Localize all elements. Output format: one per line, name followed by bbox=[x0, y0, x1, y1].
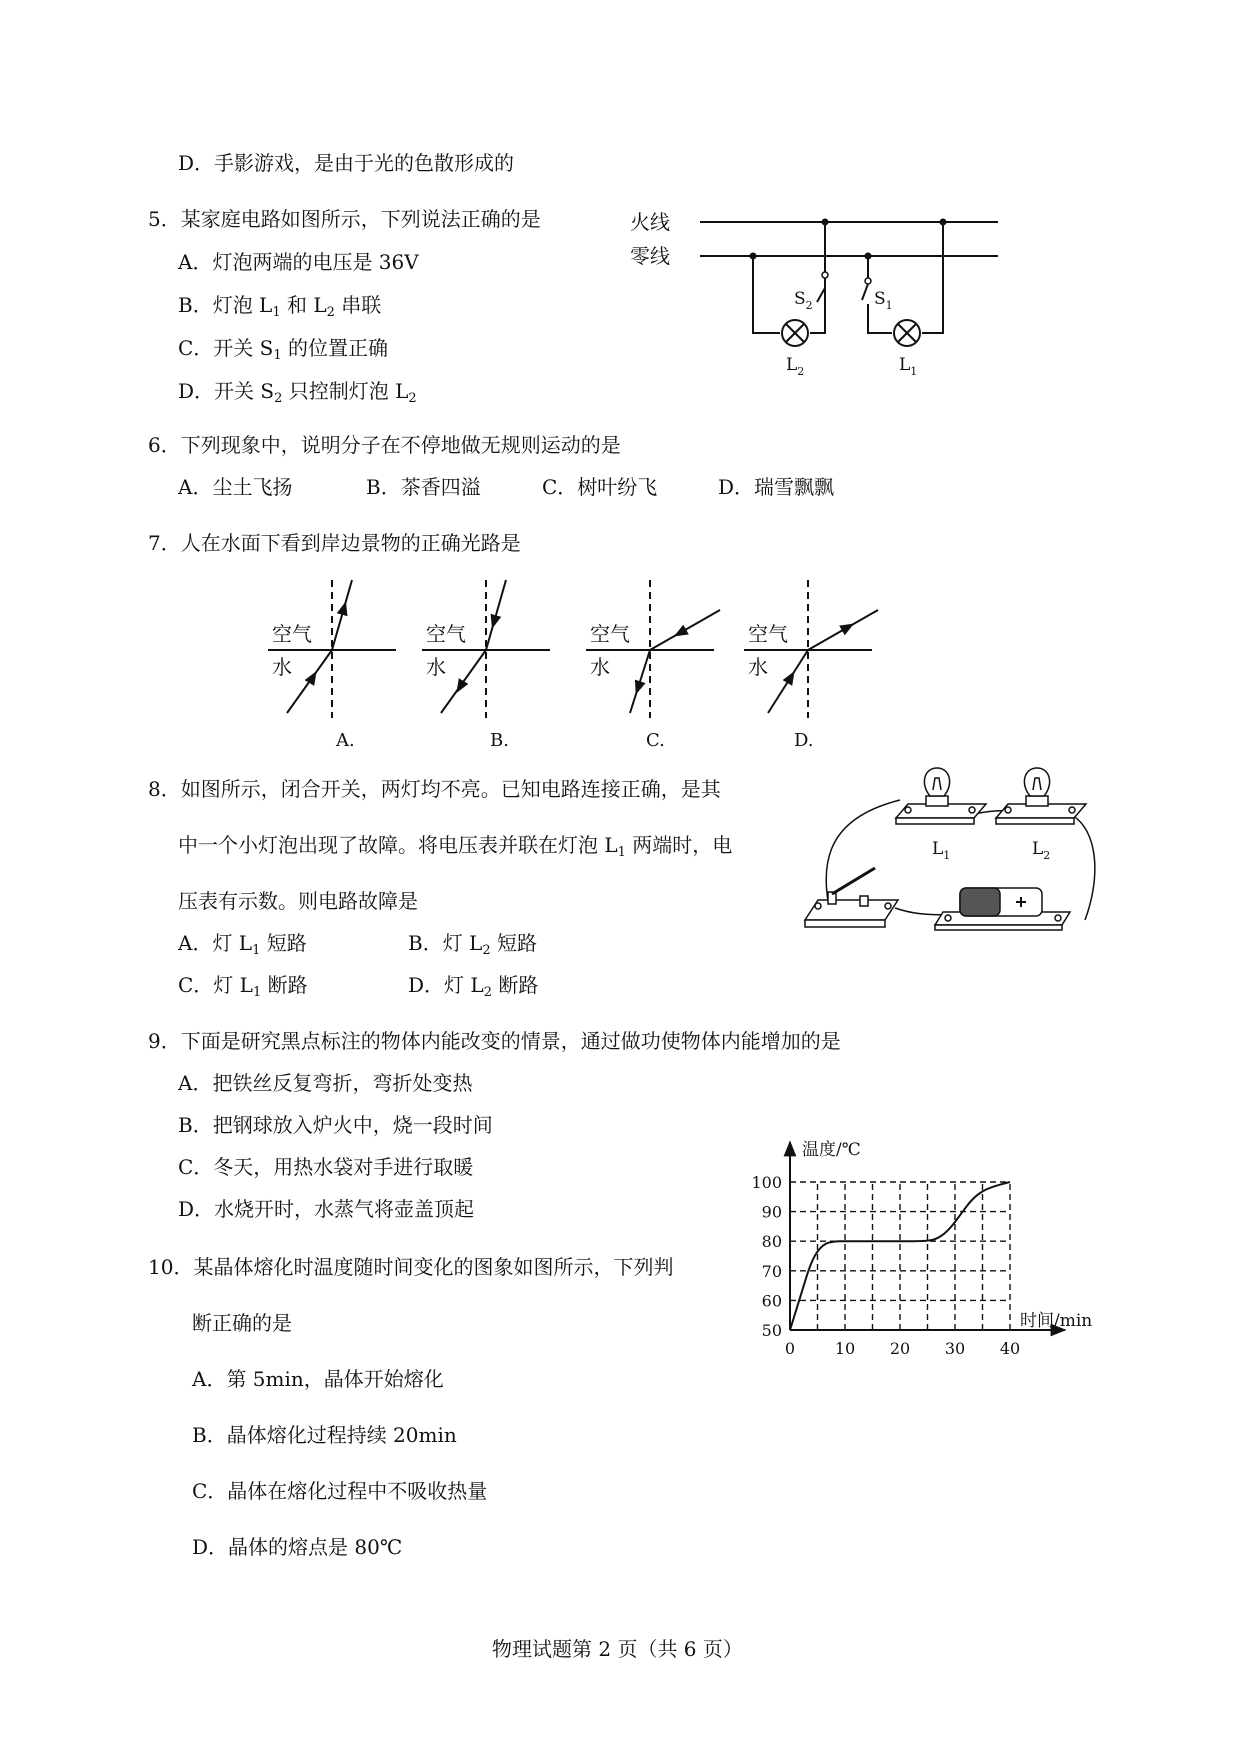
q9-option-b: B．把钢球放入炉火中，烧一段时间 bbox=[178, 1113, 493, 1137]
q8-option-a: A．灯 $L_1$ 短路 bbox=[178, 931, 307, 958]
bulb-circuit-diagram bbox=[800, 770, 1100, 930]
l2-label: $L_2$ bbox=[1032, 839, 1051, 862]
q8-option-b: B．灯 $L_2$ 短路 bbox=[408, 931, 537, 958]
page-footer: 物理试题第 2 页（共 6 页） bbox=[492, 1637, 743, 1661]
y-tick-label: 50 bbox=[761, 1321, 782, 1340]
diagram-label-c: C. bbox=[646, 730, 665, 751]
chart-y-axis-label: 温度/℃ bbox=[802, 1140, 861, 1160]
x-tick-label: 30 bbox=[944, 1339, 966, 1358]
q4-option-d: D．手影游戏，是由于光的色散形成的 bbox=[178, 151, 515, 175]
q6-option-c: C．树叶纷飞 bbox=[542, 475, 658, 499]
q5-option-b: B．灯泡 $L_1$ 和 $L_2$ 串联 bbox=[178, 293, 382, 320]
q10-stem-line1: 10．某晶体熔化时温度随时间变化的图象如图所示，下列判 bbox=[148, 1255, 674, 1279]
s2-label: $S_2$ bbox=[794, 289, 813, 312]
melting-temperature-chart bbox=[740, 1130, 1100, 1360]
s2-switch-blade bbox=[817, 288, 825, 302]
air-label-d: 空气 bbox=[748, 622, 788, 646]
light-path-a bbox=[268, 580, 396, 718]
q9-option-c: C．冬天，用热水袋对手进行取暖 bbox=[178, 1155, 474, 1179]
q8-stem-line3: 压表有示数。则电路故障是 bbox=[178, 889, 418, 913]
q8-stem-line2: 中一个小灯泡出现了故障。将电压表并联在灯泡 $L_1$ 两端时，电 bbox=[178, 833, 733, 860]
l2-label: $L_2$ bbox=[786, 355, 805, 378]
water-label-c: 水 bbox=[590, 655, 610, 679]
q6-option-d: D．瑞雪飘飘 bbox=[718, 475, 835, 499]
water-label-d: 水 bbox=[748, 655, 768, 679]
q5-option-d: D．开关 $S_2$ 只控制灯泡 $L_2$ bbox=[178, 379, 417, 406]
diagram-label-d: D. bbox=[794, 730, 814, 751]
water-label-b: 水 bbox=[426, 655, 446, 679]
diagram-label-b: B. bbox=[490, 730, 509, 751]
air-label-b: 空气 bbox=[426, 622, 466, 646]
x-tick-label: 40 bbox=[999, 1339, 1021, 1358]
light-path-d bbox=[744, 580, 878, 718]
y-tick-label: 70 bbox=[761, 1261, 782, 1281]
q8-option-d: D．灯 $L_2$ 断路 bbox=[408, 973, 539, 1000]
q10-option-c: C．晶体在熔化过程中不吸收热量 bbox=[192, 1479, 488, 1503]
y-tick-label: 90 bbox=[761, 1202, 782, 1222]
q10-option-d: D．晶体的熔点是 80℃ bbox=[192, 1535, 403, 1559]
q9-option-d: D．水烧开时，水蒸气将壶盖顶起 bbox=[178, 1197, 475, 1221]
q6-option-b: B．茶香四溢 bbox=[366, 475, 481, 499]
l1-label: $L_1$ bbox=[899, 355, 918, 378]
air-label-a: 空气 bbox=[272, 622, 312, 646]
q5-option-a: A．灯泡两端的电压是 36V bbox=[178, 250, 419, 274]
y-tick-label: 80 bbox=[761, 1232, 782, 1252]
q9-option-a: A．把铁丝反复弯折，弯折处变热 bbox=[178, 1071, 473, 1095]
q8-option-c: C．灯 $L_1$ 断路 bbox=[178, 973, 308, 1000]
live-wire-label: 火线 bbox=[630, 210, 670, 234]
x-tick-label: 10 bbox=[834, 1339, 856, 1358]
q7-stem: 7．人在水面下看到岸边景物的正确光路是 bbox=[148, 531, 521, 555]
y-tick-label: 100 bbox=[751, 1173, 782, 1192]
s1-label: $S_1$ bbox=[874, 289, 893, 312]
diagram-label-a: A. bbox=[336, 730, 355, 751]
q10-stem-line2: 断正确的是 bbox=[192, 1311, 292, 1335]
s1-switch-blade bbox=[862, 284, 868, 300]
air-label-c: 空气 bbox=[590, 622, 630, 646]
chart-x-axis-label: 时间/min bbox=[1020, 1311, 1093, 1331]
light-path-c bbox=[586, 580, 720, 718]
q9-stem: 9．下面是研究黑点标注的物体内能改变的情景，通过做功使物体内能增加的是 bbox=[148, 1029, 841, 1053]
x-tick-label: 0 bbox=[784, 1339, 796, 1358]
neutral-wire-label: 零线 bbox=[630, 244, 670, 268]
light-path-diagrams bbox=[250, 570, 900, 755]
light-path-b bbox=[422, 580, 550, 718]
chart-grid bbox=[790, 1182, 1010, 1330]
l1-label: $L_1$ bbox=[932, 839, 951, 862]
q5-option-c: C．开关 $S_1$ 的位置正确 bbox=[178, 336, 389, 363]
water-label-a: 水 bbox=[272, 655, 292, 679]
household-circuit-diagram bbox=[610, 200, 1010, 380]
y-tick-label: 60 bbox=[761, 1291, 782, 1311]
q8-stem-line1: 8．如图所示，闭合开关，两灯均不亮。已知电路连接正确，是其 bbox=[148, 777, 721, 801]
q10-option-a: A．第 5min，晶体开始熔化 bbox=[192, 1367, 444, 1391]
q6-option-a: A．尘土飞扬 bbox=[178, 475, 293, 499]
q10-option-b: B．晶体熔化过程持续 20min bbox=[192, 1423, 457, 1447]
x-tick-label: 20 bbox=[889, 1339, 911, 1358]
q5-stem: 5．某家庭电路如图所示，下列说法正确的是 bbox=[148, 207, 541, 231]
q6-stem: 6．下列现象中，说明分子在不停地做无规则运动的是 bbox=[148, 433, 621, 457]
